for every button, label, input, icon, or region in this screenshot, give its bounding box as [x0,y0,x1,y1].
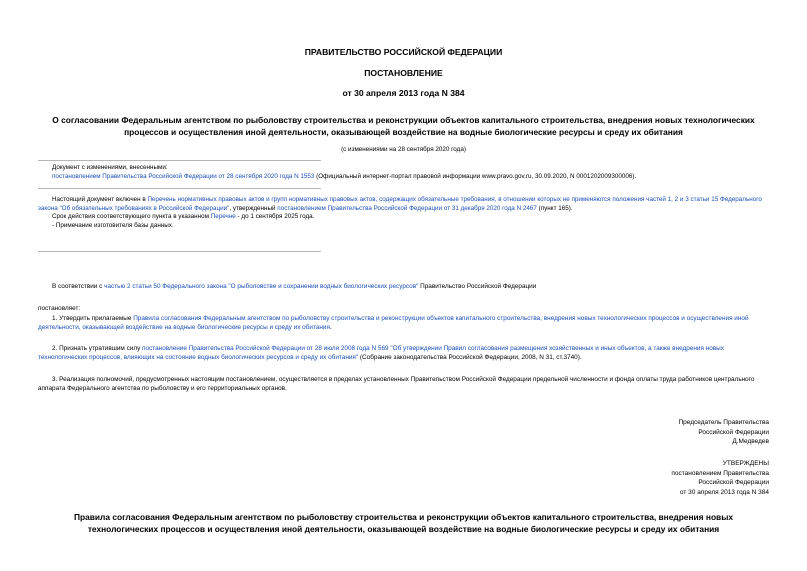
item-2 [38,345,769,363]
approved-line-3: Российской Федерации [698,479,769,487]
item-text: . [329,323,332,331]
amendment-source: (Официальный интернет-портал правовой информации www.pravo.gov.ru, 30.09.2020, N 0001202009300006). [314,172,637,180]
date-number-heading: от 30 апреля 2013 года N 384 [342,88,465,98]
document-title: О согласовании Федеральным агентством по рыболовству строительства и реконструкции объектов капитального строительства, внедрения новых технологических процессов и осуществления иной деятельности, оказывающей воздействие на водные биологические ресурсы и среду их обитания [52,115,755,137]
approved-line-1: УТВЕРЖДЕНЫ [722,460,769,467]
signature-line-1: Председатель Правительства [678,419,769,426]
amendments-block [52,164,769,181]
preamble [52,283,769,292]
divider-top [38,160,321,161]
divider-inclusion [38,251,321,252]
inclusion-text: Настоящий документ включен в [52,196,148,203]
doc-type-heading: ПОСТАНОВЛЕНИЕ [364,68,443,78]
changes-note: (с изменениями на 28 сентября 2020 года) [341,146,466,153]
inclusion-paragraph-2 [38,213,769,222]
perechne-link[interactable]: Перечне [210,213,236,221]
signature-line-2: Российской Федерации [698,428,769,436]
item-text: (Собрание законодательства Российской Федерации, 2008, N 31, ст.3740). [358,353,582,361]
amendments-heading: Документ с изменениями, внесенными: [52,164,168,171]
divider-amendments [38,188,321,189]
approved-line-4: от 30 апреля 2013 года N 384 [679,488,769,496]
item-text: 1. Утвердить прилагаемые [52,315,134,322]
authority-heading: ПРАВИТЕЛЬСТВО РОССИЙСКОЙ ФЕДЕРАЦИИ [304,47,503,57]
inclusion-text: , утвержденный [229,204,278,212]
rules-link[interactable]: Правила согласования Федеральным агентством по рыболовству строительства и реконструкции объектов капитального строительства, внедрения новых технологических процессов и осуществления иной деятельности, оказывающей воздействие на водные биологические ресурсы и среду их обитания [38,315,749,331]
fisheries-law-link[interactable]: частью 2 статьи 50 Федерального закона "О рыболовстве и сохранении водных биологических ресурсов" [104,283,419,290]
perechen-link[interactable]: Перечень нормативных правовых актов и групп нормативных правовых актов, содержащих обязательные требования, в отношении которых не применяются положения частей 1, 2 и 3 статьи 15 Федерального закона "Об обязательных требованиях в Российской Федерации" [38,196,762,212]
amendment-link[interactable]: постановлением Правительства Российской Федерации от 28 сентября 2020 года N 1553 [52,172,315,180]
rules-title: Правила согласования Федеральным агентством по рыболовству строительства и реконструкции объектов капитального строительства, внедрения новых технологических процессов и осуществления иной деятельности, оказывающей воздействие на водные биологические ресурсы и среду их обитания [73,512,734,534]
inclusion-paragraph-1 [38,196,769,213]
inclusion-note-block [38,196,769,230]
inclusion-text: (пункт 165). [536,204,573,212]
signature-line-3: Д.Медведев [732,438,769,446]
item-text: 2. Признать утратившим силу [52,345,143,352]
preamble-text: Правительство Российской Федерации [418,283,537,290]
resolution-2467-link[interactable]: постановлением Правительства Российской Федерации от 31 декабря 2020 года N 2467 [277,204,537,212]
inclusion-text: - до 1 сентября 2025 года. [235,213,315,221]
item-1 [38,315,769,333]
approved-line-2: постановлением Правительства [671,469,769,477]
approved-block [509,459,769,497]
amendments-line [52,173,769,182]
resolution-569-link[interactable]: постановление Правительства Российской Федерации от 28 июля 2008 года N 569 "Об утверждении Правил согласования размещения хозяйственных и иных объектов, а также внедрения новых технологических процессов, влияющих на состояние водных биологических ресурсов и среду их обитания" [38,345,724,361]
decides-label: постановляет: [38,305,81,312]
inclusion-text: Срок действия соответствующего пункта в указанном [52,213,211,221]
signature-block [509,418,769,447]
preamble-text: В соответствии с [52,283,105,290]
inclusion-paragraph-3: - Примечание изготовителя базы данных. [52,221,174,229]
item-3: 3. Реализация полномочий, предусмотренных настоящим постановлением, осуществляется в пределах установленных Правительством Российской Федерации предельной численности и фонда оплаты труда работников центрального аппарата Федерального агентства по рыболовству и его территориальных органов. [38,376,755,392]
